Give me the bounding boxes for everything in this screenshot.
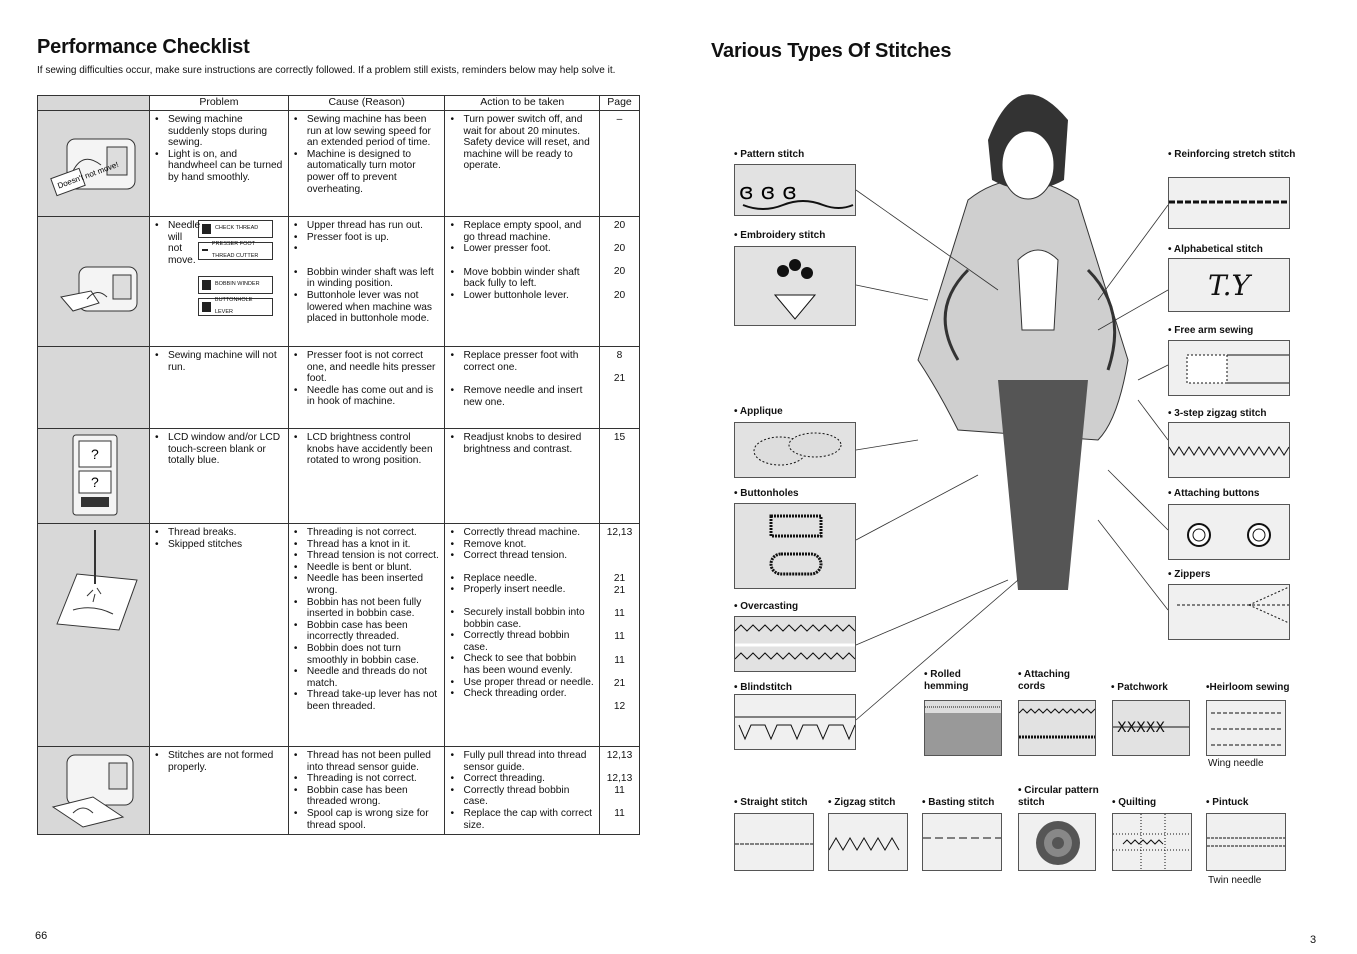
straight-stitch-sample [734,813,814,871]
table-header-row [38,96,640,111]
problem-text: • Stitches are not formed properly. [154,750,284,773]
header-problem: Problem [149,96,288,111]
cause-text: • Threading is not correct. [293,773,441,785]
cause-text: • Thread has not been pulled into thread sensor guide. [293,750,441,773]
problem-text: • LCD window and/or LCD touch-screen blank or totally blue. [154,432,284,467]
label-circular-pattern-stitch: • Circular pattern stitch [1018,785,1099,808]
machine-illustration [38,217,150,347]
zigzag-stitch-sample [828,813,908,871]
cause-text: • Presser foot is up. [293,232,441,244]
action-text: • Properly insert needle. [449,584,595,596]
performance-checklist-table [37,95,640,835]
action-text: • Correctly thread bobbin case. [449,785,595,808]
zippers-sample [1168,584,1290,640]
label-buttonholes: • Buttonholes [734,488,799,499]
page-ref: 20 [613,243,626,255]
cause-text: • Machine is designed to automatically turn motor power off to prevent overheating. [293,149,441,195]
lcd-screen-icon [43,429,143,519]
patchwork-sample [1112,700,1190,756]
rolled-hemming-sample [924,700,1002,756]
reinforcing-stitch-sample [1168,177,1290,229]
cause-text: • Thread take-up lever has not been threaded. [293,689,441,712]
page-ref: 20 [613,266,626,278]
problem-text: • Skipped stitches [154,539,284,551]
label-zippers: • Zippers [1168,569,1211,580]
cause-text: • Needle is bent or blunt. [293,562,441,574]
page-ref: 20 [613,220,626,231]
action-text: • Correctly thread machine. [449,527,595,539]
label-alphabetical-stitch: • Alphabetical stitch [1168,244,1263,255]
alphabetical-stitch-sample: T.Y [1168,258,1290,312]
cause-text: • Thread tension is not correct. [293,550,441,562]
circular-pattern-sample [1018,813,1096,871]
table-row [38,111,640,217]
svg-text:XXXXX: XXXXX [1117,720,1165,736]
question-mark-text: ? [91,446,100,462]
page-ref: 21 [613,584,626,596]
attaching-buttons-sample [1168,504,1290,560]
cause-text: • Bobbin case has been incorrectly threaded. [293,620,441,643]
machine-illustration [38,111,150,217]
cause-text: • Bobbin does not turn smoothly in bobbin case. [293,643,441,666]
illus-speech: Doesn't not move! [56,160,121,191]
label-zigzag-stitch: • Zigzag stitch [828,797,896,808]
action-text: • Remove needle and insert new one. [449,385,595,408]
action-text: • Securely install bobbin into bobbin case. [449,607,595,630]
problem-text: • Sewing machine suddenly stops during sewing. [154,114,284,149]
cause-text: • Spool cap is wrong size for thread spool. [293,808,441,831]
table-row [38,217,640,347]
page-ref: 11 [614,784,625,796]
label-3-step-zigzag-stitch: • 3-step zigzag stitch [1168,408,1267,419]
page-ref: 12,13 [606,527,633,538]
action-text: • Replace empty spool, and go thread machine. [449,220,595,243]
problem-text: • Sewing machine will not run. [154,350,284,373]
cause-text: • Needle has come out and is in hook of machine. [293,385,441,408]
label-blindstitch: • Blindstitch [734,682,792,693]
page-ref: 20 [613,289,626,301]
label-attaching-buttons: • Attaching buttons [1168,488,1260,499]
left-page [0,0,678,954]
page-title: Various Types Of Stitches [711,40,952,62]
needle-illustration [38,524,150,747]
label-pintuck: • Pintuck [1206,797,1249,808]
page-ref: 21 [613,573,626,585]
page-ref: 12 [613,700,626,712]
problem-text: • Light is on, and handwheel can be turned by hand smoothly. [154,149,284,184]
action-text: • Check threading order. [449,688,595,700]
action-text: • Readjust knobs to desired brightness and contrast. [449,432,595,455]
page-ref: 21 [613,677,626,689]
label-pattern-stitch: • Pattern stitch [734,149,805,160]
label-reinforcing-stretch-stitch: • Reinforcing stretch stitch [1168,149,1296,160]
page-ref: 11 [614,631,625,643]
action-text: • Lower presser foot. [449,243,595,255]
table-row [38,747,640,835]
svg-text:ɞ ɞ ɞ: ɞ ɞ ɞ [739,180,797,205]
caption-wing-needle: Wing needle [1208,758,1264,769]
heirloom-sewing-sample [1206,700,1286,756]
embroidery-stitch-sample [734,246,856,326]
page-ref: – [616,114,623,125]
header-action: Action to be taken [445,96,600,111]
action-text: • Fully pull thread into thread sensor guide. [449,750,595,773]
sewing-machine-fabric-icon [43,747,143,831]
cause-text: • Needle has been inserted wrong. [293,573,441,596]
action-text: • Turn power switch off, and wait for about 20 minutes. Safety device will reset, and machine will be ready to operate. [449,114,595,172]
cause-text: • Presser foot is not correct one, and needle hits presser foot. [293,350,441,385]
table-row [38,524,640,747]
action-text: • Correct threading. [449,773,595,785]
cause-text: • Needle and threads do not match. [293,666,441,689]
action-text: • Replace needle. [449,573,595,585]
page-ref: 11 [614,654,625,666]
cause-text: • Bobbin has not been fully inserted in bobbin case. [293,597,441,620]
problem-text: • Needle will not move. [154,220,201,266]
label-basting-stitch: • Basting stitch [922,797,995,808]
action-text: • Correctly thread bobbin case. [449,630,595,653]
cause-text: • Bobbin case has been threaded wrong. [293,785,441,808]
action-text: • Replace presser foot with correct one. [449,350,595,373]
label-patchwork: • Patchwork [1111,682,1168,693]
table-row [38,429,640,524]
label-overcasting: • Overcasting [734,601,799,612]
label-attaching-cords: • Attaching cords [1018,669,1071,692]
caption-twin-needle: Twin needle [1208,875,1262,886]
page-number: 3 [1310,934,1317,946]
cause-text: • LCD brightness control knobs have accidently been rotated to wrong position. [293,432,441,467]
action-text: • Lower buttonhole lever. [449,290,595,302]
pattern-stitch-sample [734,164,856,216]
label-straight-stitch: • Straight stitch [734,797,808,808]
intro-text: If sewing difficulties occur, make sure instructions are correctly followed. If a problem still exists, reminders below may help solve it. [37,65,616,76]
cause-text: • Thread has a knot in it. [293,539,441,551]
3-step-zigzag-sample [1168,422,1290,478]
header-illustration [38,96,150,111]
check-thread-message-icon: CHECK THREAD [198,220,273,238]
page-ref: 11 [614,807,625,819]
attaching-cords-sample [1018,700,1096,756]
cause-text: • Threading is not correct. [293,527,441,539]
buttonhole-lever-message-icon: BUTTONHOLE LEVER [198,298,273,316]
header-cause: Cause (Reason) [288,96,445,111]
bobbin-winder-message-icon: BOBBIN WINDER [198,276,273,294]
page-ref: 12,13 [606,750,633,761]
cause-text: • Sewing machine has been run at low sewing speed for an extended period of time. [293,114,441,149]
page-ref: 8 [616,350,623,361]
header-page: Page [600,96,640,111]
cause-text: • Buttonhole lever was not lowered when machine was placed in buttonhole mode. [293,290,441,325]
overcasting-sample [734,616,856,672]
page-ref: 21 [613,373,626,385]
action-text: • Correct thread tension. [449,550,595,562]
page-ref: 12,13 [606,773,633,785]
action-text: • Remove knot. [449,539,595,551]
cause-text: • Bobbin winder shaft was left in winding position. [293,267,441,290]
blindstitch-sample [734,694,856,750]
action-text: • Use proper thread or needle. [449,677,595,689]
action-text: • Check to see that bobbin has been wound evenly. [449,653,595,676]
page-ref: 11 [614,608,625,620]
quilting-sample [1112,813,1192,871]
page-ref: 15 [613,432,626,443]
label-rolled-hemming: • Rolled hemming [924,669,969,692]
label-free-arm-sewing: • Free arm sewing [1168,325,1254,336]
free-arm-sample [1168,340,1290,396]
broken-needle-icon [43,524,143,644]
applique-sample [734,422,856,478]
machine-illustration [38,747,150,835]
lcd-illustration [38,429,150,524]
cause-text: • Upper thread has run out. [293,220,441,232]
action-text: • Replace the cap with correct size. [449,808,595,831]
table-row [38,347,640,429]
label-quilting: • Quilting [1112,797,1157,808]
label-heirloom-sewing: •Heirloom sewing [1206,682,1290,693]
question-mark-text: ? [91,474,100,490]
right-page [678,0,1357,954]
page-title: Performance Checklist [37,36,250,58]
action-text: • Move bobbin winder shaft back fully to left. [449,267,595,290]
pintuck-sample [1206,813,1286,871]
basting-stitch-sample [922,813,1002,871]
page-number: 66 [35,930,48,942]
buttonholes-sample [734,503,856,589]
label-applique: • Applique [734,406,783,417]
sewing-machine-icon [43,111,143,211]
presser-foot-message-icon: PRESSER FOOT THREAD CUTTER [198,242,273,260]
problem-text: • Thread breaks. [154,527,284,539]
hand-on-machine-icon [43,217,143,327]
label-embroidery-stitch: • Embroidery stitch [734,230,826,241]
